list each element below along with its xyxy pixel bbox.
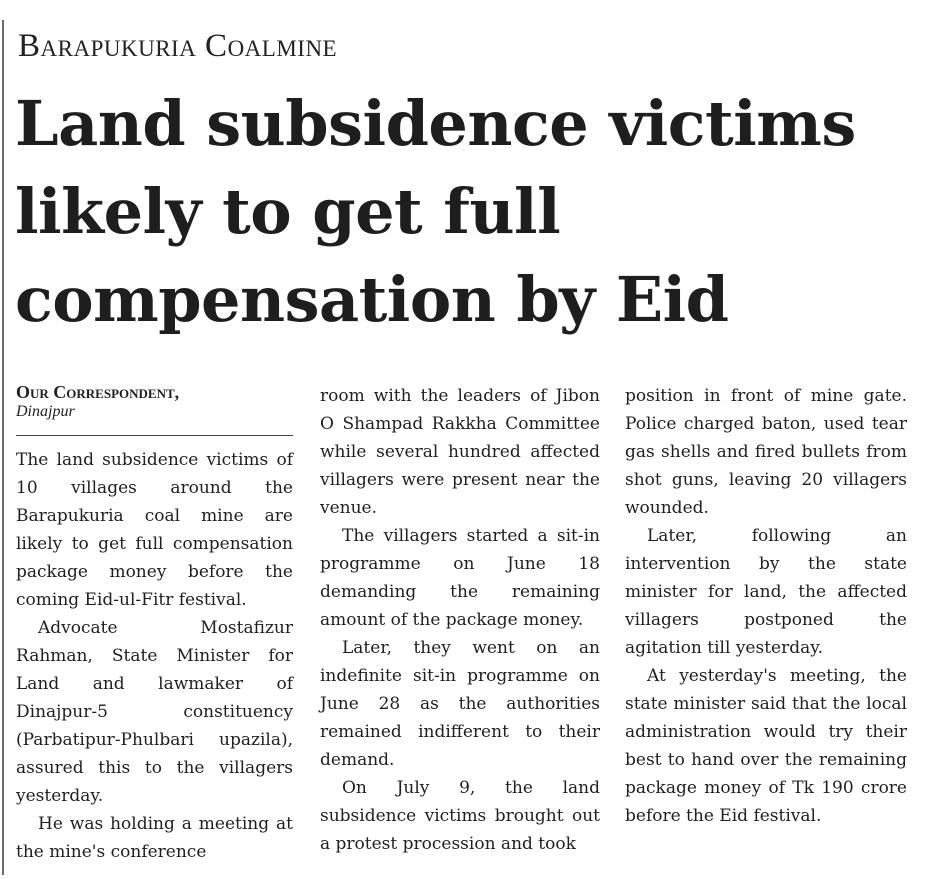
- dateline-place: Dinajpur: [16, 403, 75, 420]
- paragraph: At yesterday's meeting, the state minister said that the local administration would try their best to hand over the remaining package money of Tk 190 crore before the Eid festival.: [625, 666, 907, 826]
- left-column-rule: [2, 20, 4, 875]
- paragraph: Advocate Mostafizur Rahman, State Minister for Land and lawmaker of Dinajpur-5 constituency (Parbatipur-Phulbari upazila), assured this to the villagers yesterday.: [16, 618, 293, 806]
- paragraph: room with the leaders of Jibon O Shampad Rakkha Committee while several hundred affected villagers were present near the venue.: [320, 386, 600, 518]
- paragraph: The villagers started a sit-in programme on June 18 demanding the remaining amount of the package money.: [320, 526, 600, 630]
- article-column-1: [16, 382, 293, 866]
- paragraph: position in front of mine gate. Police charged baton, used tear gas shells and fired bullets from shot guns, leaving 20 villagers wounded.: [625, 386, 907, 518]
- paragraph: Later, following an intervention by the state minister for land, the affected villagers postponed the agitation till yesterday.: [625, 526, 907, 658]
- paragraph: The land subsidence victims of 10 villages around the Barapukuria coal mine are likely to get full compensation package money before the coming Eid-ul-Fitr festival.: [16, 450, 293, 610]
- paragraph: On July 9, the land subsidence victims brought out a protest procession and took: [320, 778, 600, 854]
- headline: Land subsidence victims likely to get full compensation by Eid: [15, 87, 856, 336]
- paragraph: Later, they went on an indefinite sit-in programme on June 28 as the authorities remained indifferent to their demand.: [320, 638, 600, 770]
- byline-divider: [16, 435, 293, 436]
- paragraph: He was holding a meeting at the mine's conference: [16, 814, 293, 862]
- article-column-2: [320, 382, 600, 858]
- article-column-3: [625, 382, 907, 830]
- byline: Our Correspondent,: [16, 382, 180, 402]
- kicker: Barapukuria Coalmine: [18, 28, 338, 64]
